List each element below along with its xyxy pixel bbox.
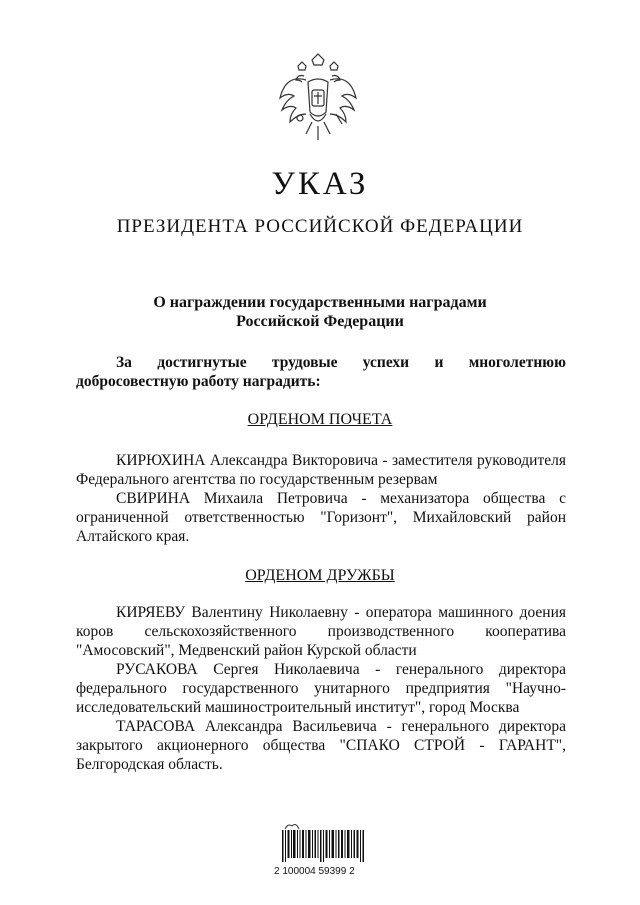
barcode-block xyxy=(274,822,374,880)
intro-word: и xyxy=(434,354,444,371)
intro-word: успехи xyxy=(362,354,410,371)
intro-word: За xyxy=(116,354,132,371)
document-subtitle: ПРЕЗИДЕНТА РОССИЙСКОЙ ФЕДЕРАЦИИ xyxy=(116,216,524,237)
barcode-icon xyxy=(282,830,364,862)
award-entry: РУСАКОВА Сергея Николаевича - генерального директора федерального государственного унитарного предприятия "Научно-исследовательский машиностроительный институт", город Москва xyxy=(76,661,566,716)
section-title-order-of-friendship: ОРДЕНОМ ДРУЖБЫ xyxy=(245,567,395,584)
barcode-number: 2 100004 59399 2 xyxy=(274,866,355,877)
decree-heading-line: О награждении государственными наградами xyxy=(153,294,487,311)
award-entry: КИРЮХИНА Александра Викторовича - заместителя руководителя Федерального агентства по государственным резервам xyxy=(76,452,566,488)
intro-line: добросовестную работу наградить: xyxy=(76,373,321,390)
section-order-of-friendship xyxy=(76,603,566,774)
award-entry: КИРЯЕВУ Валентину Николаевну - оператора машинного доения коров сельскохозяйственного производственного кооператива "Амосовский", Медвенский район Курской области xyxy=(76,604,566,659)
section-order-of-honour xyxy=(76,451,566,546)
decree-heading xyxy=(0,293,640,331)
section-title-order-of-honour: ОРДЕНОМ ПОЧЕТА xyxy=(247,411,393,428)
printer-mark-icon xyxy=(284,822,300,830)
award-entry: ТАРАСОВА Александра Васильевича - генерального директора закрытого акционерного общества "СПАКО СТРОЙ - ГАРАНТ", Белгородская область. xyxy=(76,718,566,773)
russian-coat-of-arms-icon xyxy=(276,52,360,148)
intro-word: трудовые xyxy=(271,354,338,371)
award-entry: СВИРИНА Михаила Петровича - механизатора общества с ограниченной ответственностью "Горизонт", Михайловский район Алтайского края. xyxy=(76,490,566,545)
intro-line xyxy=(76,353,566,372)
intro-word: достигнутые xyxy=(157,354,247,371)
intro-paragraph xyxy=(76,353,566,391)
decree-heading-line: Российской Федерации xyxy=(236,313,404,330)
document-title: УКАЗ xyxy=(271,166,369,202)
intro-word: многолетнюю xyxy=(468,354,566,371)
